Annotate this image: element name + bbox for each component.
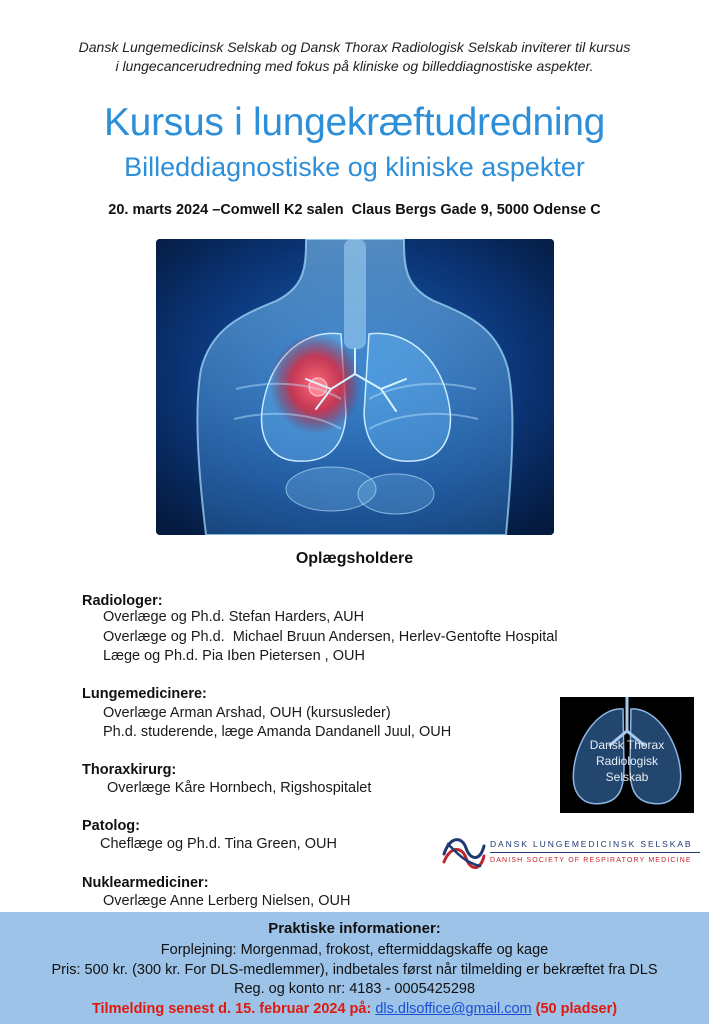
capacity-text: (50 pladser) bbox=[531, 1001, 618, 1017]
speaker-item: Læge og Ph.d. Pia Iben Pietersen , OUH bbox=[103, 648, 365, 664]
course-title: Kursus i lungekræftudredning bbox=[103, 101, 606, 144]
dtr-logo-text bbox=[560, 737, 694, 785]
speaker-item: Overlæge Anne Lerberg Nielsen, OUH bbox=[103, 893, 351, 909]
date-and-venue: 20. marts 2024 –Comwell K2 salen Claus Bergs Gade 9, 5000 Odense C bbox=[108, 202, 601, 218]
speaker-item: Overlæge og Ph.d. Stefan Harders, AUH bbox=[103, 609, 365, 625]
registration-email-link[interactable]: dls.dlsoffice@gmail.com bbox=[375, 1001, 532, 1017]
group-heading-pulmonologists: Lungemedicinere: bbox=[82, 686, 207, 702]
practical-info-heading: Praktiske informationer: bbox=[268, 920, 441, 937]
speaker-item: Ph.d. studerende, læge Amanda Dandanell Juul, OUH bbox=[103, 724, 452, 740]
dls-logo-subtitle: DANISH SOCIETY OF RESPIRATORY MEDICINE bbox=[490, 857, 692, 864]
invitation-text bbox=[30, 38, 679, 76]
dls-knot-icon bbox=[440, 832, 488, 876]
speakers-heading: Oplægsholdere bbox=[295, 550, 414, 567]
course-subtitle: Billeddiagnostiske og kliniske aspekter bbox=[124, 152, 585, 182]
group-heading-pathologist: Patolog: bbox=[82, 818, 140, 834]
speaker-item: Overlæge og Ph.d. Michael Bruun Andersen, Herlev-Gentofte Hospital bbox=[103, 629, 558, 645]
group-heading-thoracic-surgeon: Thoraxkirurg: bbox=[82, 762, 177, 778]
catering-info: Forplejning: Morgenmad, frokost, eftermiddagskaffe og kage bbox=[160, 942, 549, 958]
lungs-illustration-icon bbox=[156, 239, 554, 535]
group-heading-radiologists: Radiologer: bbox=[82, 593, 163, 609]
dtr-logo-line-1: Dansk Thorax bbox=[589, 738, 665, 752]
dtr-logo bbox=[560, 697, 694, 813]
dtr-logo-line-3: Selskab bbox=[605, 770, 649, 784]
speaker-item: Overlæge Arman Arshad, OUH (kursusleder) bbox=[103, 705, 391, 721]
speaker-item: Cheflæge og Ph.d. Tina Green, OUH bbox=[100, 836, 337, 852]
lungs-illustration bbox=[156, 239, 554, 535]
invitation-line-1: Dansk Lungemedicinsk Selskab og Dansk Thorax Radiologisk Selskab inviterer til kursus bbox=[78, 39, 631, 55]
group-heading-nuclear-medicine: Nuklearmediciner: bbox=[82, 875, 209, 891]
price-info: Pris: 500 kr. (300 kr. For DLS-medlemmer), indbetales først når tilmelding er bekræftet fra DLS bbox=[51, 962, 658, 978]
account-info: Reg. og konto nr: 4183 - 0005425298 bbox=[233, 981, 476, 997]
dtr-logo-line-2: Radiologisk bbox=[595, 754, 659, 768]
deadline-text: Tilmelding senest d. 15. februar 2024 på: bbox=[91, 1001, 376, 1017]
dls-logo-name: DANSK LUNGEMEDICINSK SELSKAB bbox=[490, 839, 693, 849]
practical-info-box bbox=[0, 912, 709, 1024]
dls-logo-divider bbox=[490, 852, 700, 853]
dls-logo bbox=[440, 832, 705, 876]
speaker-item: Overlæge Kåre Hornbech, Rigshospitalet bbox=[103, 780, 372, 796]
invitation-line-2: i lungecancerudredning med fokus på kliniske og billeddiagnostiske aspekter. bbox=[115, 58, 594, 74]
registration-deadline bbox=[0, 999, 709, 1019]
